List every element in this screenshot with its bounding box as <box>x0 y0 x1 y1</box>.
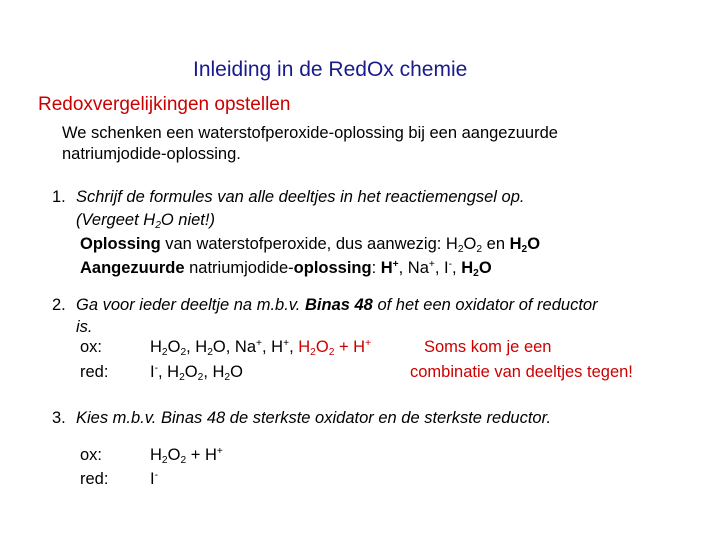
intro-line-1: We schenken een waterstofperoxide-oplossing bij een aangezuurde <box>62 124 558 142</box>
step-3-ox-value: $H_2O_2 + H^+$ <box>150 445 223 467</box>
step-1-line-1: Schrijf de formules van alle deeltjes in het reactiemengsel op. <box>76 188 525 206</box>
page-title: Inleiding in de RedOx chemie <box>193 58 468 81</box>
step-2-line-2: is. <box>76 318 93 336</box>
step-1-line-4: Aangezuurde natriumjodide-oplossing: H+, Na+, I-, $H_2O$ <box>80 258 492 280</box>
step-1-line-3: Oplossing van waterstofperoxide, dus aanwezig: $H_2O_2$ en $H_2O$ <box>80 235 541 256</box>
step-3-red-label: red: <box>80 470 109 488</box>
step-2-red-label: red: <box>80 363 109 381</box>
step-2-ox-label: ox: <box>80 338 103 356</box>
step-2-note-1: Soms kom je een <box>424 338 552 356</box>
section-subtitle: Redoxvergelijkingen opstellen <box>38 94 291 115</box>
intro-line-2: natriumjodide-oplossing. <box>62 145 241 163</box>
step-2-note-2: combinatie van deeltjes tegen! <box>410 363 633 381</box>
step-3-ox-label: ox: <box>80 446 103 464</box>
step-2-ox-values: $H_2O_2$, $H_2O$, Na+, H+, $H_2O_2 + H^+$ <box>150 337 372 359</box>
step-1-line-2: (Vergeet $H_2O$ niet!) <box>76 211 215 232</box>
step-2-red-values: I-, $H_2O_2$, $H_2O$ <box>150 362 243 384</box>
step-3-line-1: Kies m.b.v. Binas 48 de sterkste oxidator en de sterkste reductor. <box>76 409 552 427</box>
step-3-red-value: I- <box>150 469 158 488</box>
step-2-number: 2. <box>52 296 66 314</box>
step-2-line-1: Ga voor ieder deeltje na m.b.v. Binas 48 of het een oxidator of reductor <box>76 296 598 314</box>
step-3-number: 3. <box>52 409 66 427</box>
step-1-number: 1. <box>52 188 66 206</box>
